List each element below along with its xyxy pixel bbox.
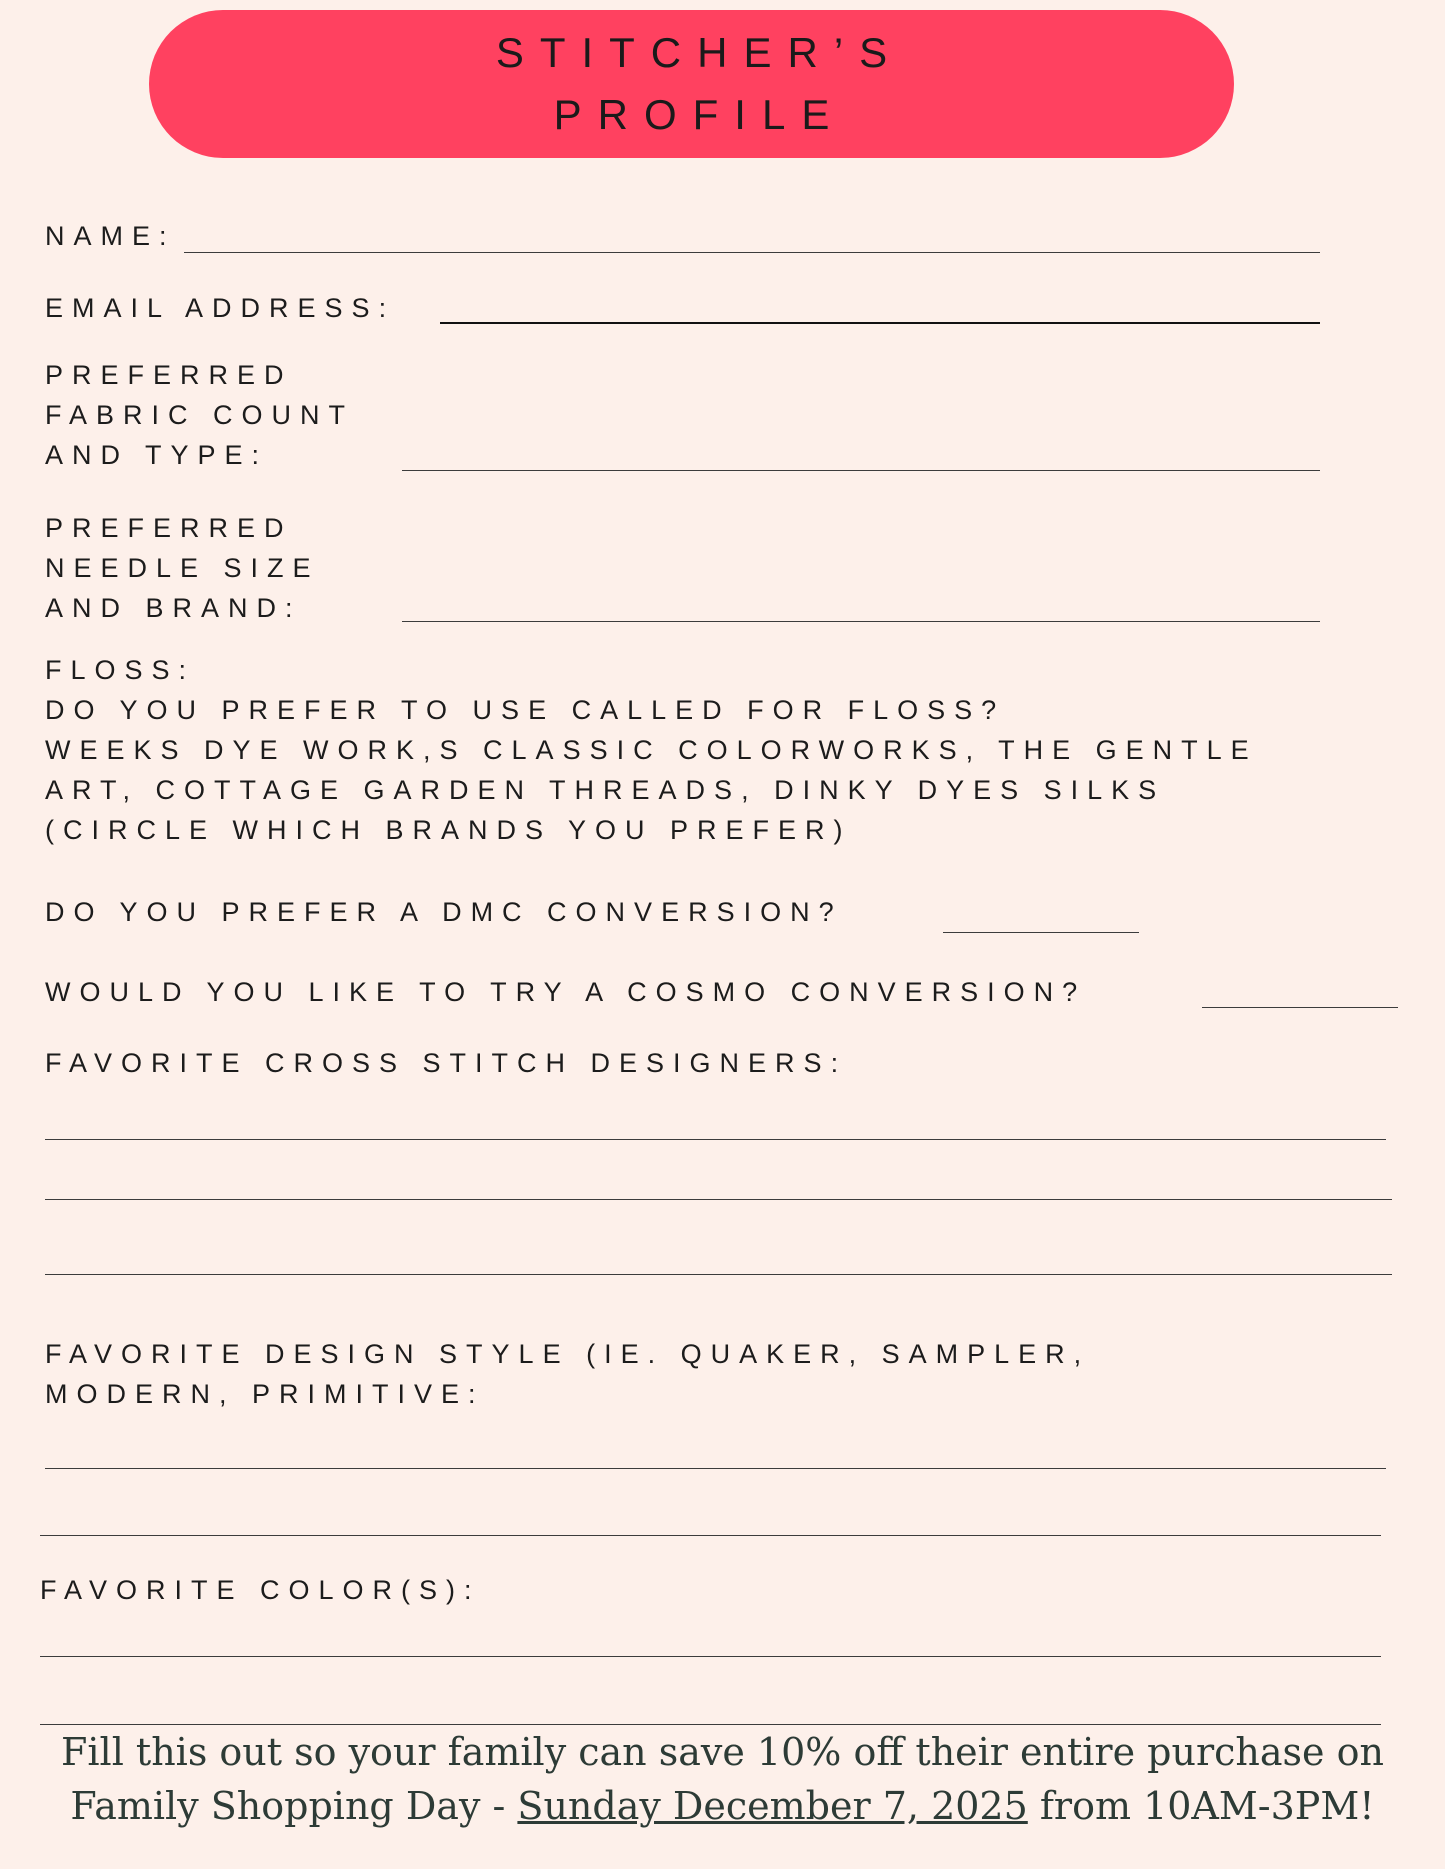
- floss-brands-2: ART, COTTAGE GARDEN THREADS, DINKY DYES SILKS: [45, 775, 1166, 805]
- title-banner: [149, 10, 1234, 158]
- footer-line-1: Fill this out so your family can save 10% off their entire purchase on: [61, 1730, 1384, 1774]
- fabric-label-2: FABRIC COUNT: [45, 400, 355, 430]
- footer-line-2: [0, 1779, 1445, 1833]
- event-date: Sunday December 7, 2025: [517, 1784, 1028, 1828]
- name-field[interactable]: [184, 252, 1320, 253]
- page-title-line-2: PROFILE: [553, 91, 846, 138]
- cosmo-label: WOULD YOU LIKE TO TRY A COSMO CONVERSION?: [45, 977, 1087, 1007]
- floss-question: DO YOU PREFER TO USE CALLED FOR FLOSS?: [45, 695, 1006, 725]
- cosmo-field[interactable]: [1202, 1007, 1398, 1008]
- needle-label-1: PREFERRED: [45, 513, 293, 543]
- style-label-1: FAVORITE DESIGN STYLE (IE. QUAKER, SAMPLER,: [45, 1339, 1091, 1369]
- floss-label: FLOSS:: [45, 655, 196, 685]
- colors-label: FAVORITE COLOR(S):: [40, 1575, 481, 1605]
- needle-label-2: NEEDLE SIZE: [45, 553, 320, 583]
- fabric-label-1: PREFERRED: [45, 360, 293, 390]
- footer-line-2-prefix: Family Shopping Day -: [70, 1784, 518, 1828]
- page-title-line-1: STITCHER’S: [495, 29, 904, 76]
- email-field[interactable]: [440, 322, 1320, 324]
- style-field-2[interactable]: [40, 1535, 1381, 1536]
- designers-field-1[interactable]: [45, 1139, 1386, 1140]
- colors-field-1[interactable]: [40, 1656, 1381, 1657]
- name-label: NAME:: [45, 221, 176, 251]
- style-field-1[interactable]: [45, 1468, 1386, 1469]
- email-label: EMAIL ADDRESS:: [45, 293, 396, 323]
- floss-brands-1: WEEKS DYE WORK,S CLASSIC COLORWORKS, THE GENTLE: [45, 735, 1258, 765]
- needle-field[interactable]: [402, 621, 1320, 622]
- footer-line-2-suffix: from 10AM-3PM!: [1027, 1784, 1375, 1828]
- designers-field-2[interactable]: [45, 1199, 1392, 1200]
- floss-instruction: (CIRCLE WHICH BRANDS YOU PREFER): [45, 815, 852, 845]
- dmc-label: DO YOU PREFER A DMC CONVERSION?: [45, 897, 843, 927]
- designers-label: FAVORITE CROSS STITCH DESIGNERS:: [45, 1048, 848, 1078]
- fabric-label-3: AND TYPE:: [45, 440, 269, 470]
- fabric-field[interactable]: [402, 470, 1320, 471]
- designers-field-3[interactable]: [45, 1274, 1392, 1275]
- dmc-field[interactable]: [943, 932, 1139, 933]
- style-label-2: MODERN, PRIMITIVE:: [45, 1379, 485, 1409]
- footer-note: [0, 1725, 1445, 1833]
- needle-label-3: AND BRAND:: [45, 593, 302, 623]
